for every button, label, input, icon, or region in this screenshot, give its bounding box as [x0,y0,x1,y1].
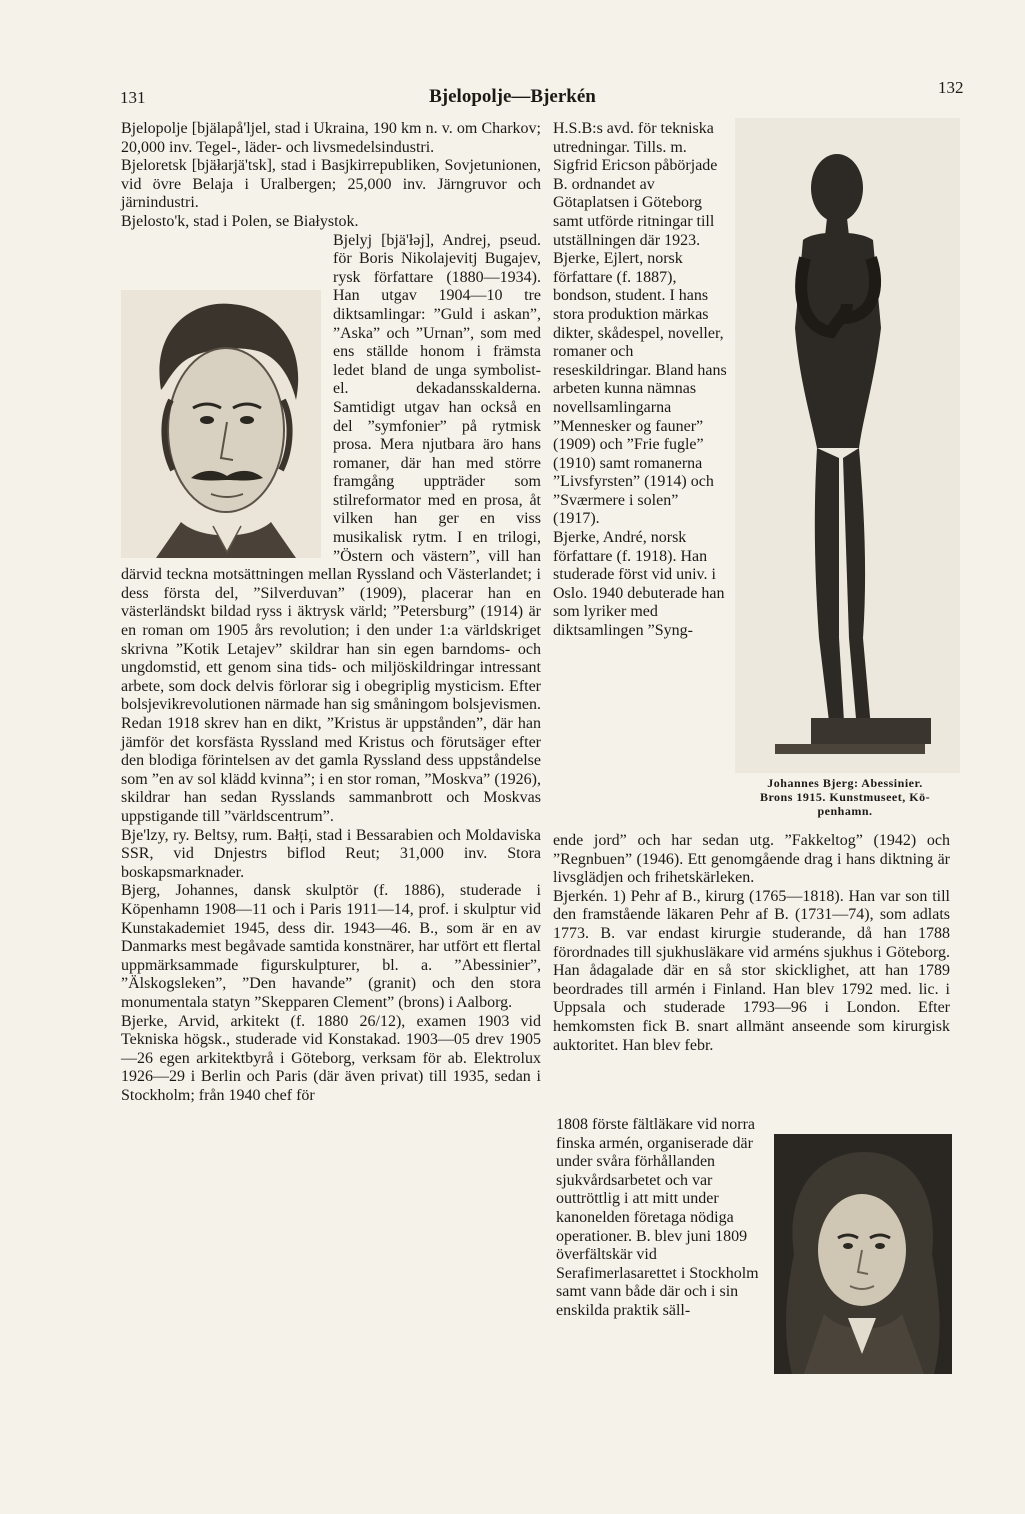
portrait-andrej-bjelyj-image [121,290,321,558]
entry-bjelostok: Bjelosto'k, stad i Polen, se Białystok. [121,212,359,230]
entry-bjerg: Bjerg, Johannes, dansk skulptör (f. 1886), studerade i Köpenhamn 1908—11 och i Paris 1911—14, prof. i skulptur vid Kunstakademiet 1945, dess dir. 1943—46. B., som är en av Danmarks mest begåvade samtida konstnärer, har utfört ett flertal uppmärksammade figurskulpturer, bl. a. ”Abessinier”, ”Älskogsleken”, ”Den havande” (granit) och den stora monumentala statyn ”Skepparen Clement” (brons) i Aalborg. [121,882,541,1011]
figure-caption: Johannes Bjerg: Abessinier. Brons 1915. Kunstmuseet, Kö- penhamn. [759,776,931,818]
portrait-pehr-af-bjerken-image [774,1134,952,1374]
left-column [121,120,541,1105]
sculpture-abessinier-image [735,118,960,773]
entry-bjelzy: Bje'lzy, ry. Beltsy, rum. Bałți, stad i Bessarabien och Moldaviska SSR, vid Dnjestrs biflod Reut; 31,000 inv. Stora boskapsmarknader. [121,826,541,881]
entry-bjerke-arvid: Bjerke, Arvid, arkitekt (f. 1880 26/12), examen 1903 vid Tekniska högsk., studerade vid Konstakad. 1903—05 drev 1905—26 egen arkitektbyrå i Göteborg, verksam för ab. Elektrolux 1926—29 i Berlin och Paris (där även privat) till 1935, sedan i Stockholm; från 1940 chef för [121,1012,541,1104]
page-number-left: 131 [120,88,146,107]
entry-bjerke-ejlert: Bjerke, Ejlert, norsk författare (f. 1887), bondson, student. I hans stora produktion märkas dikter, skådespel, noveller, romaner och reseskildringar. Bland hans arbeten kunna nämnas novellsamlingarna ”Mennesker og fauner” (1909) och ”Frie fugle” (1910) samt romanerna ”Livsfyrsten” (1914) och ”Sværmere i solen” (1917). [553,250,727,528]
entry-bjerken: Bjerkén. 1) Pehr af B., kirurg (1765—1818). Han var son till den framstående läkaren Pehr af B. (1731—74), som adlats 1773. B. var endast kirurgie studerande, då han 1788 förordnades till sjukhusläkare vid arméns sjukhus i Göteborg. Han ådagalade där en så stor skicklighet, att han 1789 beordrades till armén i Finland. Han blev 1792 med. lic. i Uppsala och studerade 1793—96 i London. Efter hemkomsten fick B. snart allmänt anseende som kirurgisk auktoritet. Han blev febr. [553,887,950,1054]
right-narrow-column [553,120,728,641]
entry-bjerke-arvid-continued: H.S.B:s avd. för tekniska utredningar. Tills. m. Sigfrid Ericson påbörjade B. ordnandet av Götaplatsen i Göteborg samt utförde ritningar till utställningen där 1923. [553,120,718,249]
entry-bjerke-andre-continued: ende jord” och har sedan utg. ”Fakkeltog” (1942) och ”Regnbuen” (1946). Ett genomgående drag i hans diktning är livsglädjen och frihetskärleken. [553,832,950,887]
right-wide-column [553,832,950,1055]
running-head: Bjelopolje—Bjerkén [429,86,596,107]
entry-bjelopolje: Bjelopolje [bjälapå'ljel, stad i Ukraina, 190 km n. v. om Charkov; 20,000 inv. Tegel-, läder- och livsmedelsindustri. [121,120,541,156]
page-number-right: 132 [938,78,964,97]
entry-bjelyj-wrap [121,232,541,827]
entry-bjelyj: Bjelyj [bjä'łəj], Andrej, pseud. för Boris Nikolajevitj Bugajev, rysk författare (1880—1934). Han utgav 1904—10 tre diktsamlingar: ”Guld i askan”, ”Aska” och ”Urnan”, som med ens ställde honom i främsta ledet bland de unga symbolist- el. dekadansskalderna. Samtidigt utgav han också en del ”symfonier” på rytmisk prosa. Mera njutbara äro hans romaner, där han med större framgång uppträder som stilreformator med en prosa, åt vilken han ger en viss musikalisk rytm. I en trilogi, ”Östern och västern”, vill han därvid teckna motsättningen mellan Ryssland och Västerlandet; i dess första del, ”Silverduvan” (1909), placerar han en västerländskt bildad ryss i äktrysk värld; ”Petersburg” (1914) är en roman om 1905 års revolution; i den under 1:a världskriget skrivna ”Kotik Letajev” skildrar han sin egen barndoms- och ungdomstid, ett genom sina tids- och miljöskildringar intressant arbete, som dock delvis förlorar sig i obegriplig mysticism. Efter bolsjevikrevolutionen närmade han sig småningom bolsjevismen. Redan 1918 skrev han en dikt, ”Kristus är uppstånden”, där han jämför det korsfästa Ryssland med Kristus och förutsäger efter den blodiga förintelsen av det gamla Ryssland dess uppståndelse som ”en av sol klädd kvinna”; i en stor roman, ”Moskva” (1926), skildrar han sedan Rysslands sammanbrott och Moskvas uppstigande till ”världscentrum”. [121,231,541,825]
entry-bjerken-continued: 1808 förste fältläkare vid norra finska armén, organiserade där under svåra förhållanden sjukvårdsarbetet och var outtröttlig i att mitt under kanonelden företaga nödiga operationer. B. blev juni 1809 överfältskär vid Serafimerlasarettet i Stockholm samt vann både där och i sin enskilda praktik säll- [556,1116,759,1319]
right-lower-narrow-column [556,1116,766,1321]
entry-bjeloretsk: Bjeloretsk [bjäłarjä'tsk], stad i Basjkirrepubliken, Sovjetunionen, vid övre Belaja i Uralbergen; 25,000 inv. Järngruvor och järnindustri. [121,157,541,212]
entry-bjerke-andre: Bjerke, André, norsk författare (f. 1918). Han studerade först vid univ. i Oslo. 1940 debuterade han som lyriker med diktsamlingen ”Syng- [553,529,725,640]
